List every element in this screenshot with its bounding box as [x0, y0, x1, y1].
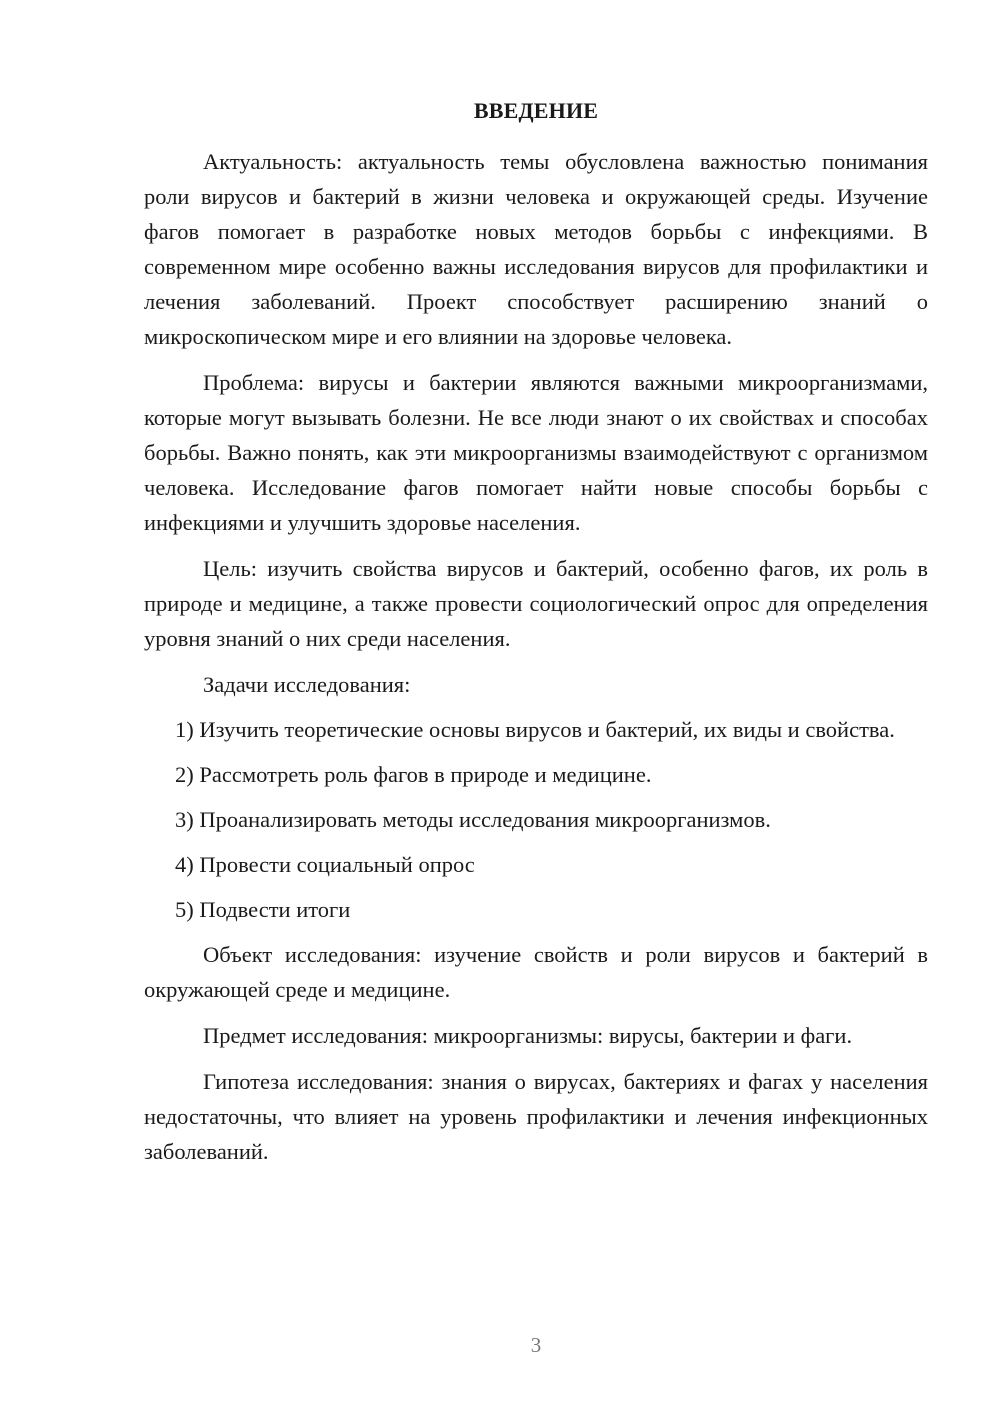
- page-number: 3: [530, 1333, 542, 1357]
- task-item-4: 4) Провести социальный опрос: [175, 852, 475, 877]
- subject-paragraph: Предмет исследования: микроорганизмы: вирусы, бактерии и фаги.: [203, 1023, 853, 1048]
- task-item-1: 1) Изучить теоретические основы вирусов и бактерий, их виды и свойства.: [175, 717, 895, 742]
- tasks-heading: Задачи исследования:: [203, 672, 411, 697]
- hypothesis-paragraph: Гипотеза исследования: знания о вирусах, бактериях и фагах у населения недостаточны, что влияет на уровень профилактики и лечения инфекционных заболеваний.: [144, 1069, 928, 1164]
- relevance-paragraph: Актуальность: актуальность темы обусловлена важностью понимания роли вирусов и бактерий в жизни человека и окружающей среды. Изучение фагов помогает в разработке новых методов борьбы с инфекциями. В современном мире особенно важны исследования вирусов для профилактики и лечения заболеваний. Проект способствует расширению знаний о микроскопическом мире и его влиянии на здоровье человека.: [144, 149, 928, 349]
- task-item-5: 5) Подвести итоги: [175, 897, 351, 922]
- task-item-2: 2) Рассмотреть роль фагов в природе и медицине.: [175, 762, 652, 787]
- object-paragraph: Объект исследования: изучение свойств и роли вирусов и бактерий в окружающей среде и медицине.: [144, 942, 928, 1002]
- section-title: ВВЕДЕНИЕ: [473, 98, 599, 123]
- task-item-3: 3) Проанализировать методы исследования микроорганизмов.: [175, 807, 771, 832]
- problem-paragraph: Проблема: вирусы и бактерии являются важными микроорганизмами, которые могут вызывать болезни. Не все люди знают о их свойствах и способах борьбы. Важно понять, как эти микроорганизмы взаимодействуют с организмом человека. Исследование фагов помогает найти новые способы борьбы с инфекциями и улучшить здоровье населения.: [144, 370, 928, 535]
- document-body: [144, 144, 928, 1180]
- goal-paragraph: Цель: изучить свойства вирусов и бактерий, особенно фагов, их роль в природе и медицине, а также провести социологический опрос для определения уровня знаний о них среди населения.: [144, 556, 928, 651]
